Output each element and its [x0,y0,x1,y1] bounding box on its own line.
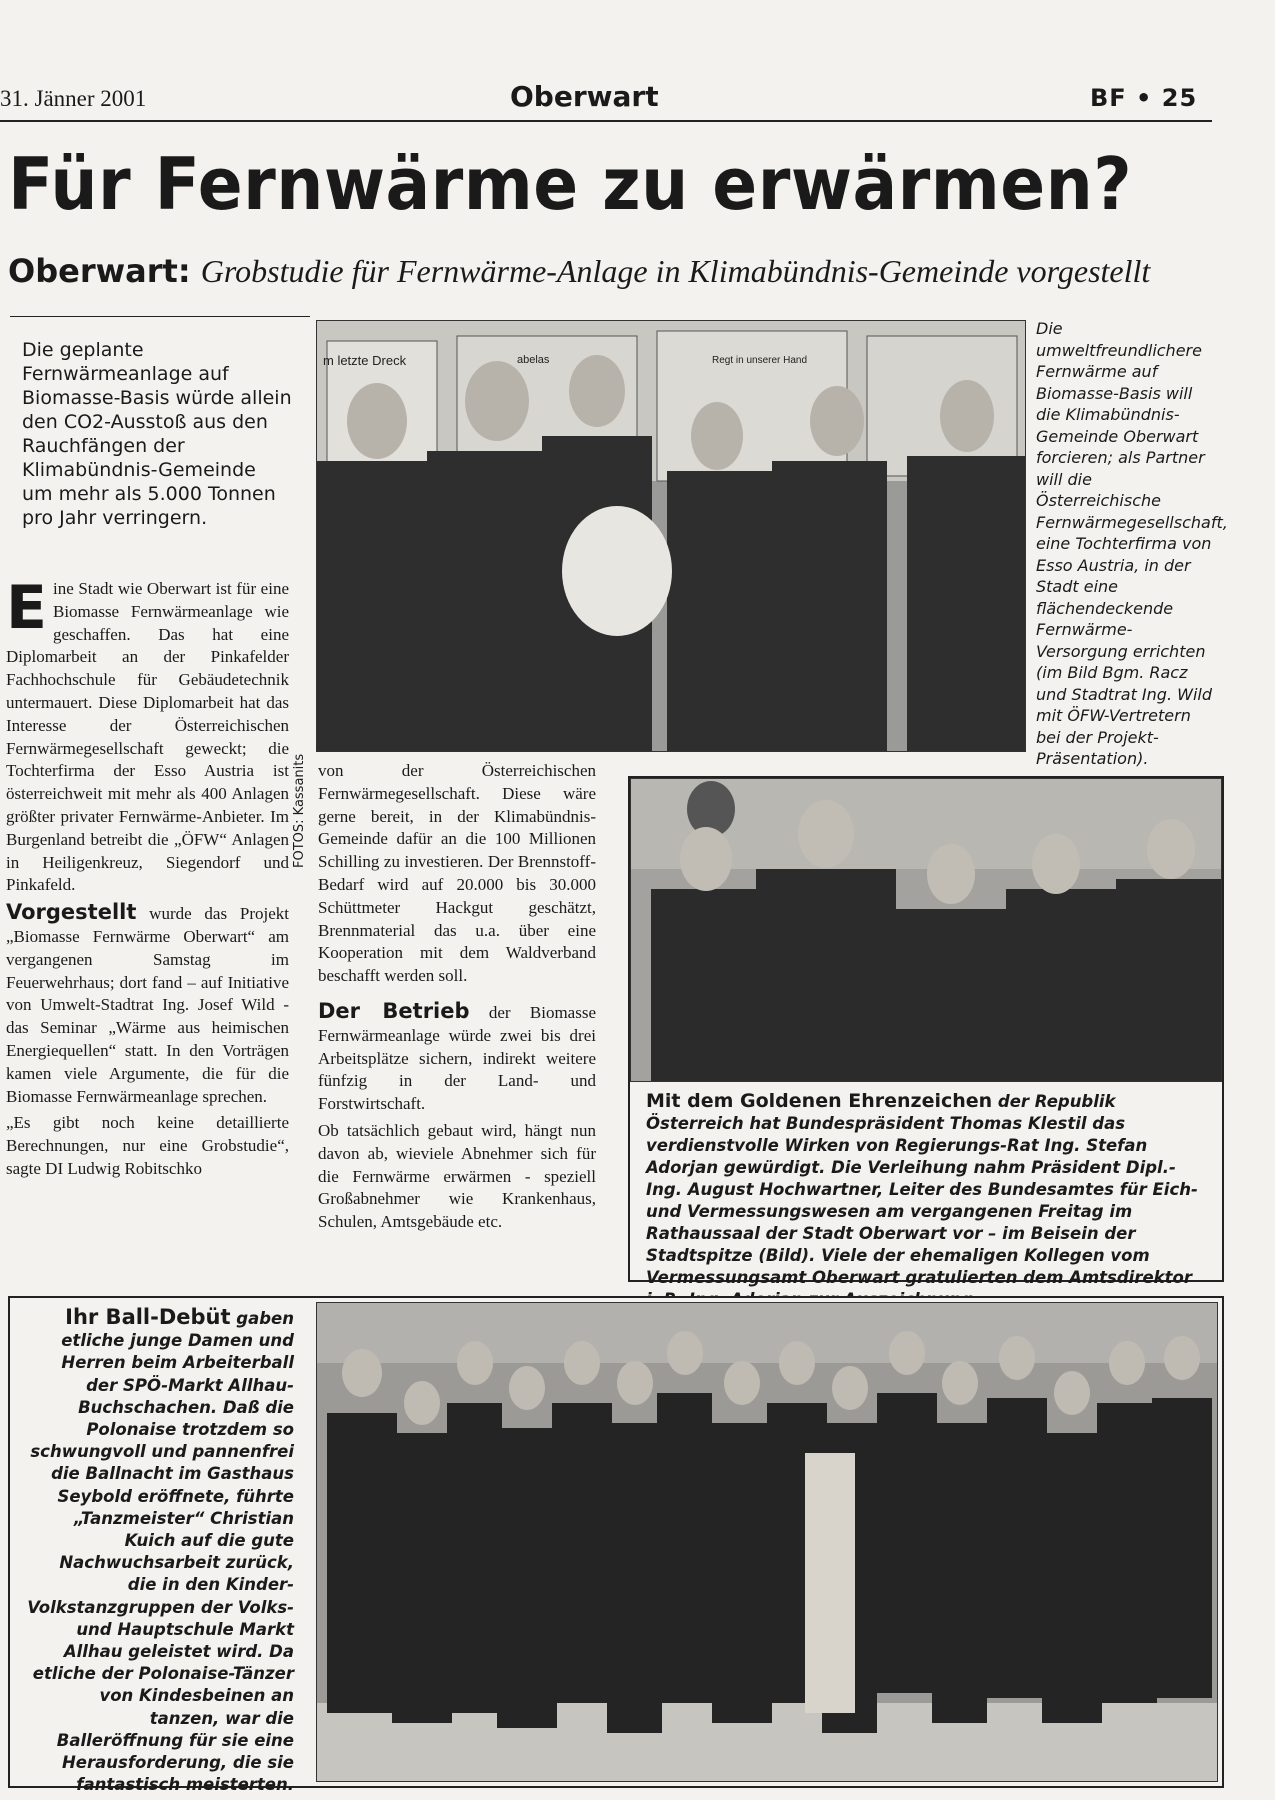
lead-paragraph: Die geplante Fernwärmeanlage auf Biomasse-Basis würde allein den CO2-Ausstoß aus den Rauchfängen der Klimabündnis-Gemeinde um mehr als 5.000 Tonnen pro Jahr verringern. [22,339,292,529]
page-marker [1090,84,1197,112]
section-name: Oberwart [510,80,659,113]
page-number: 25 [1161,84,1198,112]
runin-vorgestellt: Vorgestellt [6,900,137,925]
article-paragraph-2: wurde das Projekt „Biomasse Fernwärme Oberwart“ am vergangenen Samstag im Feuerwehrhaus; dort fand – auf Initiative von Umwelt-Stadtrat Ing. Josef Wild - das Seminar „Wärme aus heimischen Energiequellen“ statt. In den Vorträgen kamen viele Argumente, die für die Biomasse Fernwärmeanlage sprechen. [6,904,289,1106]
award-box [628,776,1224,1287]
photo-ball-debut [316,1302,1218,1782]
lead-rule [10,316,310,317]
article-paragraph-6: Ob tatsächlich gebaut wird, hängt nun davon ab, wieviele Abnehmer sich für die Fernwärme erwärmen - speziell Großabnehmer wie Krankenhaus, Schulen, Amtsgebäude etc. [318,1120,596,1232]
article-paragraph-3: „Es gibt noch keine detaillierte Berechnungen, nur eine Grobstudie“, sagte DI Ludwig Robitschko [6,1113,289,1178]
subheadline [8,252,1150,290]
bullet-separator: • [1136,84,1162,112]
caption-photo-2 [646,1090,1208,1311]
photo-award-ceremony [630,778,1222,1082]
caption-3-runin: Ihr Ball-Debüt [65,1305,231,1329]
caption-photo-3 [26,1306,294,1796]
issue-date: 31. Jänner 2001 [0,86,147,111]
photo-credit-wrapper [290,740,314,870]
article-column-1 [6,573,289,1185]
photo-credit: FOTOS: Kassanits [292,753,307,868]
photo-ball-debut-image [317,1303,1217,1781]
photo1-sign-left: m letzte Dreck [323,353,407,368]
article-column-2 [318,760,596,1238]
caption-2-runin: Mit dem Goldenen Ehrenzeichen [646,1090,993,1112]
subheadline-place: Oberwart: [8,252,191,290]
photo-project-presentation [316,320,1026,752]
drop-cap: E [6,573,47,643]
caption-photo-1: Die umweltfreundlichere Fernwärme auf Biomasse-Basis will die Klimabündnis-Gemeinde Oberwart forcieren; als Partner will die Österreichische Fernwärmegesellschaft, eine Tochterfirma von Esso Austria, in der Stadt eine flächendeckende Fernwärme-Versorgung errichten (im Bild Bgm. Racz und Stadtrat Ing. Wild mit ÖFW-Vertretern bei der Projekt-Präsentation). [1036,319,1228,768]
photo1-sign-right: Regt in unserer Hand [712,355,808,366]
runin-betrieb: Der Betrieb [318,998,470,1023]
headline: Für Fernwärme zu erwärmen? [8,142,1133,226]
caption-3-text: gaben etliche junge Damen und Herren beim Arbeiterball der SPÖ-Markt Allhau-Buchschachen. Daß die Polonaise trotzdem so schwungvoll und pannenfrei die Ballnacht im Gasthaus Seybold eröffnete, führte „Tanzmeister“ Christian Kuich auf die gute Nachwuchsarbeit zurück, die in den Kinder-Volkstanzgruppen der Volks- und Hauptschule Markt Allhau geleistet wird. Da etliche der Polonaise-Tänzer von Kindesbeinen an tanzen, war die Balleröffnung für sie eine Herausforderung, die sie fantastisch meisterten. [27,1309,294,1795]
article-paragraph-1: ine Stadt wie Oberwart ist für eine Biomasse Fernwärmeanlage wie geschaffen. Das hat eine Diplomarbeit an der Pinkafelder Fachhochschule für Gebäudetechnik untermauert. Diese Diplomarbeit hat das Interesse der Österreichischen Fernwärmegesellschaft geweckt; die Tochterfirma der Esso Austria ist österreichweit mit mehr als 400 Anlagen größter privater Fernwärme-Anbieter. Im Burgenland betreibt die „ÖFW“ Anlagen in Heiligenkreuz, Siegendorf und Pinkafeld. [6,579,289,895]
paper-name: BF [1090,84,1127,112]
header-rule [0,120,1212,122]
caption-2-text: der Republik Österreich hat Bundespräsident Thomas Klestil das verdienstvolle Wirken von Regierungs-Rat Ing. Stefan Adorjan gewürdigt. Die Verleihung nahm Präsident Dipl.-Ing. August Hochwartner, Leiter des Bundesamtes für Eich- und Vermessungswesen am vergangenen Freitag im Rathaussaal der Stadt Oberwart vor – im Beisein der Stadtspitze (Bild). Viele der ehemaligen Kollegen vom Vermessungsamt Oberwart gratulierten dem Amtsdirektor [646,1092,1198,1287]
subheadline-text: Grobstudie für Fernwärme-Anlage in Klimabündnis-Gemeinde vorgestellt [200,253,1151,289]
photo1-sign-mid: abelas [517,354,550,366]
ball-debut-box [8,1296,1224,1795]
photo-award-ceremony-image [631,779,1221,1081]
article-paragraph-5: der Biomasse Fernwärmeanlage würde zwei bis drei Arbeitsplätze sichern, indirekt weitere fünfzig in der Land- und Forstwirtschaft. [318,1002,596,1114]
article-paragraph-4: von der Österreichischen Fernwärmegesellschaft. Diese wäre gerne bereit, in der Klimabündnis-Gemeinde dafür an die 100 Millionen Schilling zu investieren. Der Brennstoff-Bedarf wird auf 20.000 bis 30.000 Schüttmeter Hackgut geschätzt, Brennmaterial das u.a. über eine Kooperation mit dem Waldverband beschafft werden soll. [318,761,596,986]
photo-project-presentation-image [317,321,1025,751]
